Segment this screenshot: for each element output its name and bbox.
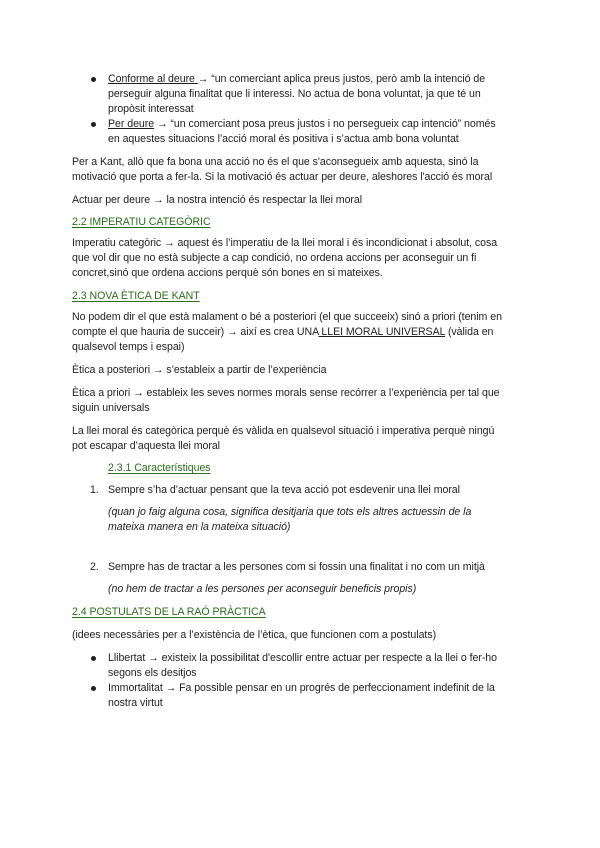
section-heading: 2.3 NOVA ÈTICA DE KANT [72,290,200,302]
list-number: 2. [90,561,99,573]
paragraph-line: La llei moral és categòrica perquè és vàlida en qualsevol situació i imperativa perquè ningú [72,425,495,437]
list-item-text: → “un comerciant posa preus justos i no persegueix cap intenció” només [154,118,496,130]
list-item-line: Llibertat → existeix la possibilitat d'escollir entre actuar per respecte a la llei o fer-ho [108,652,497,664]
paragraph-text: compte el que hauria de succeir) → així es crea UNA [72,326,319,338]
list-item-line: perseguir alguna finalitat que li interessi. No actua de bona voluntat, ja que té un [108,88,481,100]
paragraph-line: concret,sinó que ordena accions perquè són bones en si mateixes. [72,267,383,279]
list-item-line: en aquestes situacions l’acció moral és positiva i s’actua amb bona voluntat [108,133,459,145]
list-item-line: nostra virtut [108,697,163,709]
paragraph: Ètica a posteriori → s’estableix a partir de l’experiència [72,364,327,376]
list-item-note: (no hem de tractar a les persones per aconseguir beneficis propis) [108,583,417,595]
bullet-icon [91,122,96,127]
section-heading: 2.4 POSTULATS DE LA RAÓ PRÀCTICA [72,606,266,618]
list-number: 1. [90,484,99,496]
paragraph-line [72,325,493,340]
section-heading: 2.2 IMPERATIU CATEGÒRIC [72,216,211,228]
paragraph: (idees necessàries per a l’existència de l’ètica, que funcionen com a postulats) [72,629,437,641]
paragraph-line: Imperatiu categòric → aquest és l’imperatiu de la llei moral i és incondicionat i absolut, cosa [72,237,498,249]
list-item [108,72,485,87]
paragraph-line: pot escapar d’aquesta llei moral [72,440,220,452]
subsection-heading: 2.3.1 Característiques [108,462,211,474]
list-item [108,117,496,132]
list-item-note: (quan jo faig alguna cosa, significa desitjaria que tots els altres actuessin de la [108,506,472,518]
list-item-line: segons els desitjos [108,667,197,679]
underlined-text: LLEI MORAL UNIVERSAL [318,326,446,338]
paragraph-line: Ètica a priori → estableix les seves normes morals sense recórrer a l’experiència per tal que [72,387,500,399]
list-item-term: Per deure [108,118,155,130]
paragraph-line: qualsevol temps i espai) [72,341,185,353]
paragraph-line: No podem dir el que està malament o bé a posteriori (el que succeeix) sinó a priori (tenim en [72,311,502,323]
paragraph-line: motivació que porta a fer-la. Si la motivació és actuar per deure, aleshores l'acció és moral [72,171,493,183]
bullet-icon [91,686,96,691]
list-item: Sempre s’ha d’actuar pensant que la teva acció pot esdevenir una llei moral [108,484,460,496]
paragraph-text: (vàlida en [445,326,494,338]
list-item-line: Immortalitat → Fa possible pensar en un progrés de perfeccionament indefinit de la [108,682,495,694]
paragraph-line: siguin universals [72,402,150,414]
paragraph-line: que vol dir que no està subjecte a cap condició, no ordena accions per aconseguir un fi [72,252,477,264]
bullet-icon [91,77,96,82]
paragraph-line: Per a Kant, allò que fa bona una acció no és el que s'aconsegueix amb aquesta, sinó la [72,156,479,168]
paragraph: Actuar per deure → la nostra intenció és respectar la llei moral [72,194,363,206]
bullet-icon [91,656,96,661]
list-item: Sempre has de tractar a les persones com si fossin una finalitat i no com un mitjà [108,561,485,573]
list-item-term: Conforme al deure [108,73,198,85]
list-item-text: → “un comerciant aplica preus justos, però amb la intenció de [197,73,486,85]
list-item-note: mateixa manera en la mateixa situació) [108,521,291,533]
list-item-line: propòsit interessat [108,103,194,115]
